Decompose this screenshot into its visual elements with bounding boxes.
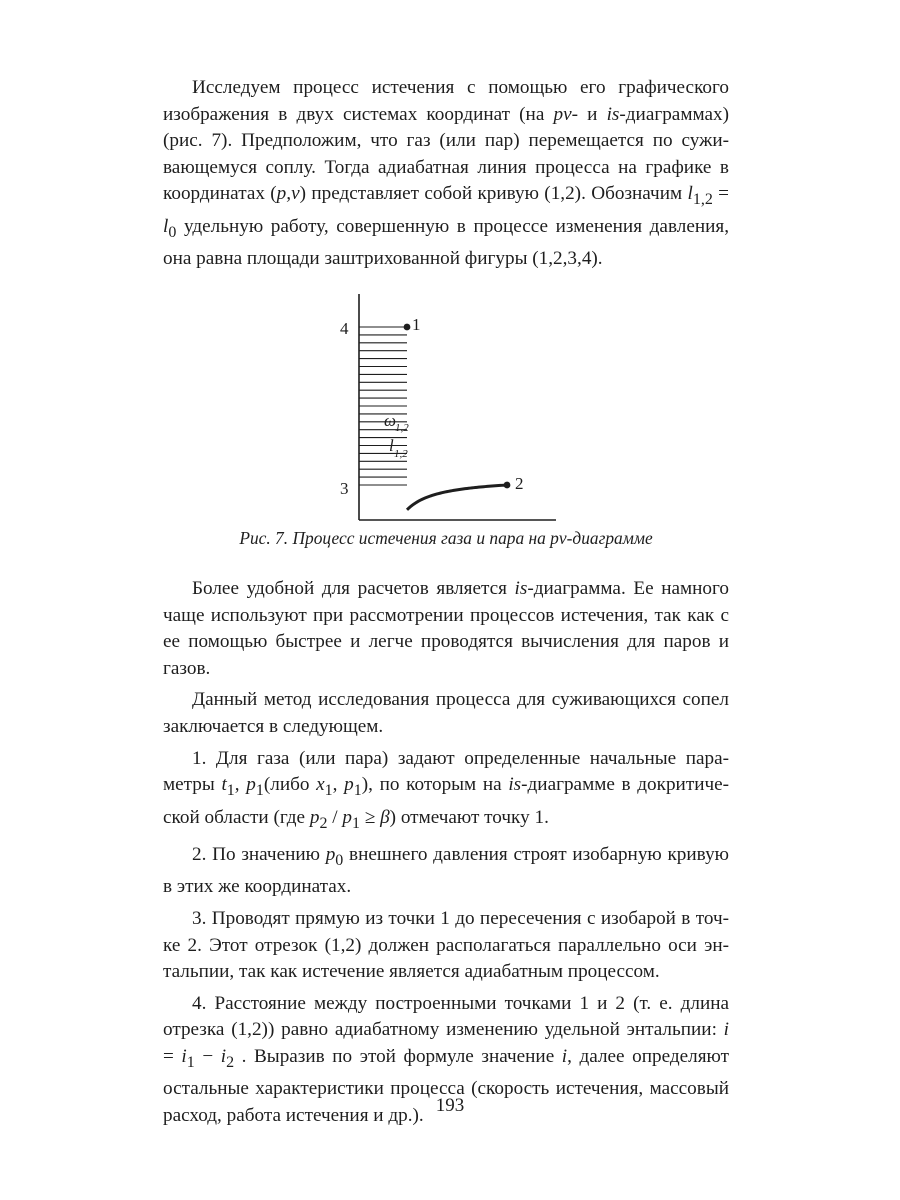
text-run: Исследуем процесс истечения с помощью его графического изображения в двух системах координат (на (163, 77, 729, 125)
paragraph-method: Данный метод исследования процесса для суживающихся сопел заключается в следующем. (163, 689, 729, 737)
subscript: 0 (168, 223, 177, 241)
page-number: 193 (435, 1095, 465, 1116)
work-subscript: 1,2 (394, 448, 408, 460)
italic-l: l (687, 183, 693, 205)
italic-p: p (325, 844, 336, 865)
italic-i: i (561, 1045, 568, 1067)
label-2: 2 (515, 474, 524, 493)
text-run: -диаграммах) (рис. 7). Предположим, что газ (или пар) перемещается по суживающемуся соплу. Тогда адиабатная линия процесса на графике в координатах ( (163, 103, 729, 205)
text-run: -диаграмма. Ее намного чаще используют при рассмотрении процессов истечения, так как с ее помощью быстрее и легче проводятся вычисления для паров и газов. (163, 578, 729, 679)
pv-diagram-figure (320, 288, 560, 528)
text-run: ) представляет собой кривую (1,2). Обозначим (299, 183, 688, 205)
text-run: - и (571, 103, 607, 125)
text-run: = (712, 183, 729, 205)
subscript: 2 (319, 814, 328, 832)
text-run: ) отмечают точку 1. (389, 806, 549, 828)
text-run: , (234, 774, 247, 796)
italic-l0: l (163, 215, 169, 237)
italic-i: i (723, 1019, 729, 1041)
text-run: = (163, 1045, 182, 1067)
label-1: 1 (412, 315, 421, 334)
subscript: 1 (226, 781, 235, 799)
omega-subscript: 1,2 (395, 422, 409, 434)
text-run: . Выразив по этой формуле значение (234, 1045, 562, 1067)
paragraph-is-diagram (163, 576, 729, 682)
subscript: 1 (255, 781, 264, 799)
adiabatic-curve (407, 485, 507, 510)
point-1-marker (404, 324, 411, 331)
omega-symbol: ω (384, 411, 397, 430)
subscript: 0 (335, 851, 344, 869)
work-symbol-l: l (389, 436, 394, 455)
subscript: 1,2 (692, 191, 713, 209)
italic-i: i (181, 1045, 187, 1067)
text-run: , далее определяют остальные характеристики процесса (скорость истечения, массовый расход, работа истечения и др.). (163, 1045, 730, 1126)
italic-t: t (221, 774, 227, 796)
text-run: , (332, 774, 345, 796)
subscript: 1 (186, 1053, 195, 1071)
italic-is: is (508, 774, 522, 796)
text-run: 2. По значению (192, 844, 326, 865)
subscript: 1 (353, 781, 362, 799)
text-run: / (327, 806, 343, 828)
italic-i: i (220, 1045, 227, 1067)
italic-p: p (344, 774, 354, 796)
figure-caption: Рис. 7. Процесс истечения газа и пара на pv-диаграмме (239, 528, 653, 548)
subscript: 1 (351, 814, 360, 832)
text-run: ), по которым на (361, 774, 509, 796)
paragraph-step-1 (163, 746, 729, 837)
italic-is: is (606, 103, 620, 125)
italic-pv: pv (553, 103, 572, 125)
italic-p: p (342, 806, 352, 828)
text-run: 1. Для газа (или пара) задают определенные начальные параметры (163, 747, 729, 796)
point-2-marker (504, 482, 511, 489)
text-run: внешнего давления строят изобарную кривую в этих же координатах. (163, 844, 729, 898)
text-block-bottom (163, 576, 729, 1130)
italic-p: p (309, 806, 320, 828)
italic-x: x (316, 774, 325, 796)
italic-p: p (246, 774, 256, 796)
paragraph-step-2 (163, 842, 729, 901)
subscript: 2 (226, 1053, 235, 1071)
italic-is: is (514, 578, 528, 599)
text-run: ≥ (359, 806, 381, 828)
text-run: (либо (263, 774, 317, 796)
text-run: Более удобной для расчетов является (192, 578, 515, 599)
label-4: 4 (340, 319, 349, 338)
paragraph-intro (163, 75, 729, 273)
italic-beta: β (380, 806, 390, 828)
subscript: 1 (324, 781, 333, 799)
label-3: 3 (340, 479, 349, 498)
text-block-top (163, 75, 729, 273)
text-run: удельную работу, совершенную в процессе изменения давления, она равна площади заштрихованной фигуры (1,2,3,4). (163, 215, 729, 270)
italic-coords: p,v (276, 183, 300, 205)
text-run: 4. Расстояние между построенными точками 1 и 2 (т. е. длина отрезка (1,2)) равно адиабатному изменению удельной энтальпии: (163, 992, 729, 1041)
hatching-lines (359, 327, 407, 485)
pv-diagram (320, 288, 560, 528)
text-run: -диаграмме в докритической области (где (163, 774, 730, 828)
paragraph-step-3: 3. Проводят прямую из точки 1 до пересечения с изобарой в точке 2. Этот отрезок (1,2) должен располагаться параллельно оси энтальпии, так как истечение является адиабатным процессом. (163, 908, 729, 983)
text-run: − (194, 1045, 221, 1067)
